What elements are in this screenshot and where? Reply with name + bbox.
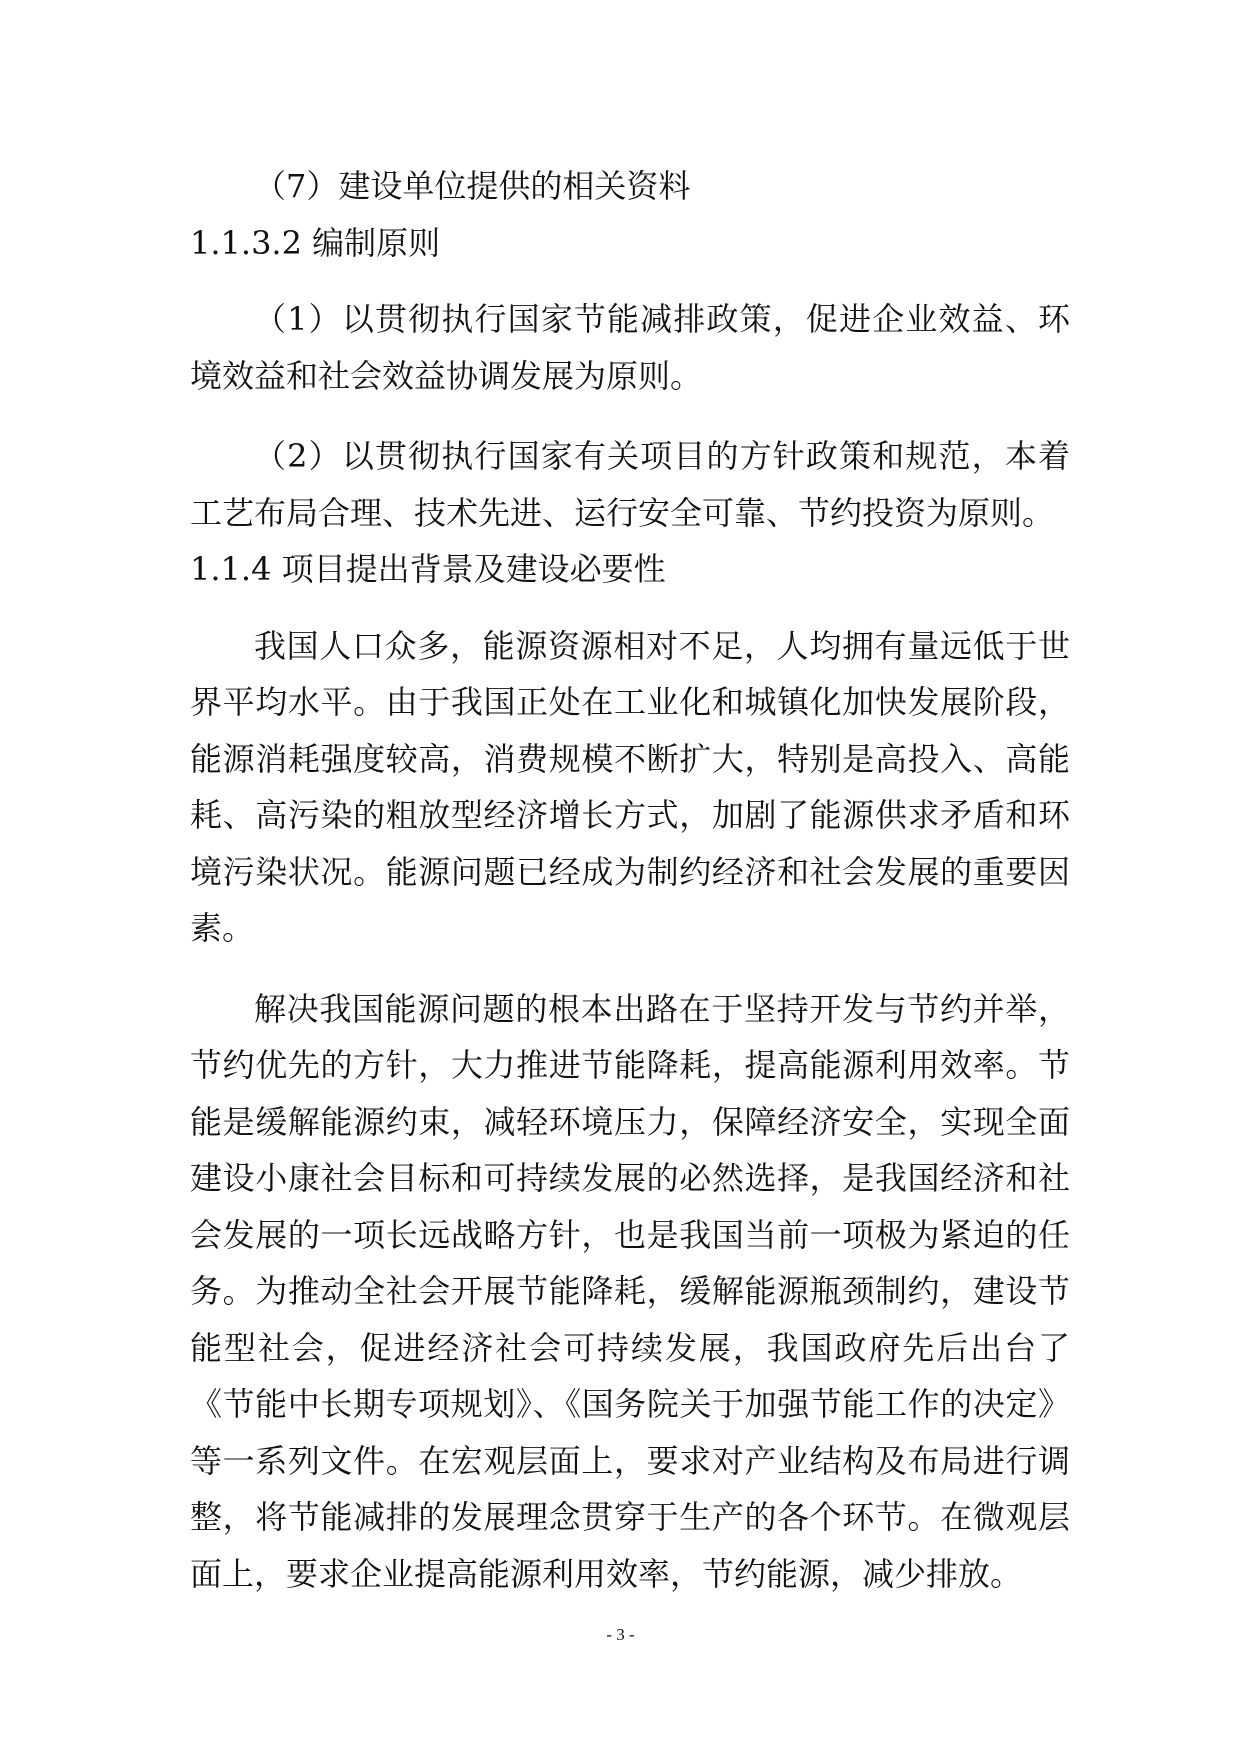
principle-1: （1）以贯彻执行国家节能减排政策，促进企业效益、环境效益和社会效益协调发展为原则。 <box>190 300 1070 395</box>
section-heading-1-1-3-2: 1.1.3.2 编制原则 <box>190 223 441 262</box>
item-7: （7）建设单位提供的相关资料 <box>254 167 691 205</box>
section-heading-1-1-4: 1.1.4 项目提出背景及建设必要性 <box>190 550 666 588</box>
page-number: - 3 - <box>606 1625 635 1644</box>
document-body <box>190 158 1070 1602</box>
principle-2: （2）以贯彻执行国家有关项目的方针政策和规范，本着工艺布局合理、技术先进、运行安全可靠、节约投资为原则。 <box>190 437 1070 532</box>
paragraph-background: 我国人口众多，能源资源相对不足，人均拥有量远低于世界平均水平。由于我国正处在工业化和城镇化加快发展阶段，能源消耗强度较高，消费规模不断扩大，特别是高投入、高能耗、高污染的粗放型经济增长方式，加剧了能源供求矛盾和环境污染状况。能源问题已经成为制约经济和社会发展的重要因素。 <box>190 626 1070 947</box>
paragraph-necessity: 解决我国能源问题的根本出路在于坚持开发与节约并举，节约优先的方针，大力推进节能降耗，提高能源利用效率。节能是缓解能源约束，减轻环境压力，保障经济安全，实现全面建设小康社会目标和可持续发展的必然选择，是我国经济和社会发展的一项长远战略方针，也是我国当前一项极为紧迫的任务。为推动全社会开展节能降耗，缓解能源瓶颈制约，建设节能型社会，促进经济社会可持续发展，我国政府先后出台了《节能中长期专项规划》、《国务院关于加强节能工作的决定》等一系列文件。在宏观层面上，要求对产业结构及布局进行调整，将节能减排的发展理念贯穿于生产的各个环节。在微观层面上，要求企业提高能源利用效率，节约能源，减少排放。 <box>190 989 1070 1593</box>
